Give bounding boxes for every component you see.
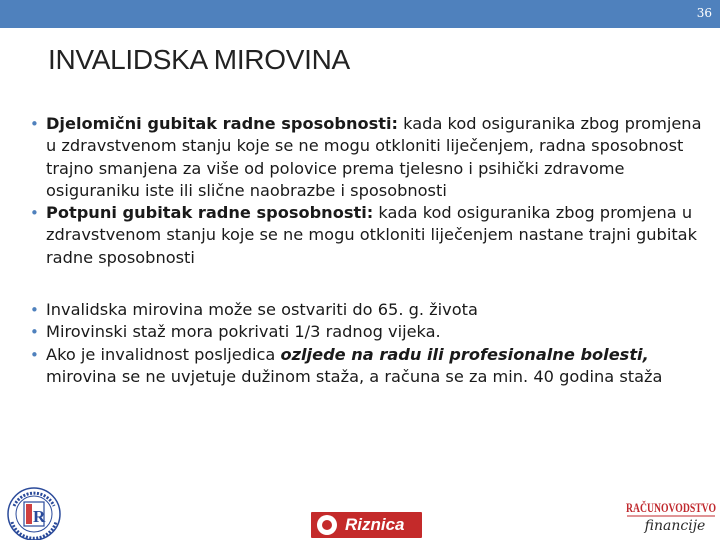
slide-title: INVALIDSKA MIROVINA	[48, 44, 350, 75]
slide-number: 36	[696, 6, 712, 20]
bullet-text: Ako je invalidnost posljedica	[46, 344, 281, 364]
bullet-partial-loss	[30, 113, 710, 202]
bullet-text: mirovina se ne uvjetuje dužinom staža, a računa se za min. 40 godina staža	[46, 366, 663, 386]
bullet-text: Mirovinski staž mora pokrivati 1/3 radnog vijeka.	[46, 322, 441, 342]
financije-wordmark: financije	[644, 518, 706, 534]
bullet-lead: Djelomični gubitak radne sposobnosti:	[46, 114, 399, 133]
bullet-lead: Potpuni gubitak radne sposobnosti:	[46, 203, 374, 223]
bullet-age-limit	[30, 299, 710, 321]
riznica-brand: Riznica	[345, 515, 405, 534]
spacer	[30, 269, 710, 299]
top-bar	[0, 0, 720, 28]
seal-letter: R	[33, 507, 46, 526]
riznica-emblem-icon	[317, 515, 337, 535]
racunovodstvo-financije-logo	[623, 494, 720, 540]
bullet-work-injury	[30, 344, 710, 389]
bullet-service-requirement	[30, 321, 710, 343]
bullet-text: kada kod osiguranika zbog promjena u zdravstvenom stanju koje se ne mogu otkloniti liječenjem nastane trajni gubitak radne sposobnosti	[46, 203, 697, 267]
bullet-text: kada kod osiguranika zbog promjena u zdravstvenom stanju koje se ne mogu otkloniti liječenjem, radna sposobnost trajno smanjena za više od polovice prema tjelesno i psihički zdravome osiguraniku iste ili slične naobrazbe i sposobnosti	[46, 114, 702, 200]
bullet-text: Invalidska mirovina može se ostvariti do 65. g. života	[46, 300, 478, 320]
riznica-logo	[311, 512, 422, 538]
bullet-total-loss	[30, 202, 710, 269]
slide-content	[30, 113, 710, 388]
association-seal-logo	[0, 478, 72, 540]
bullet-emphasis: ozljede na radu ili profesionalne bolesti,	[280, 344, 649, 364]
racunovodstvo-wordmark: RAČUNOVODSTVO	[626, 500, 716, 515]
